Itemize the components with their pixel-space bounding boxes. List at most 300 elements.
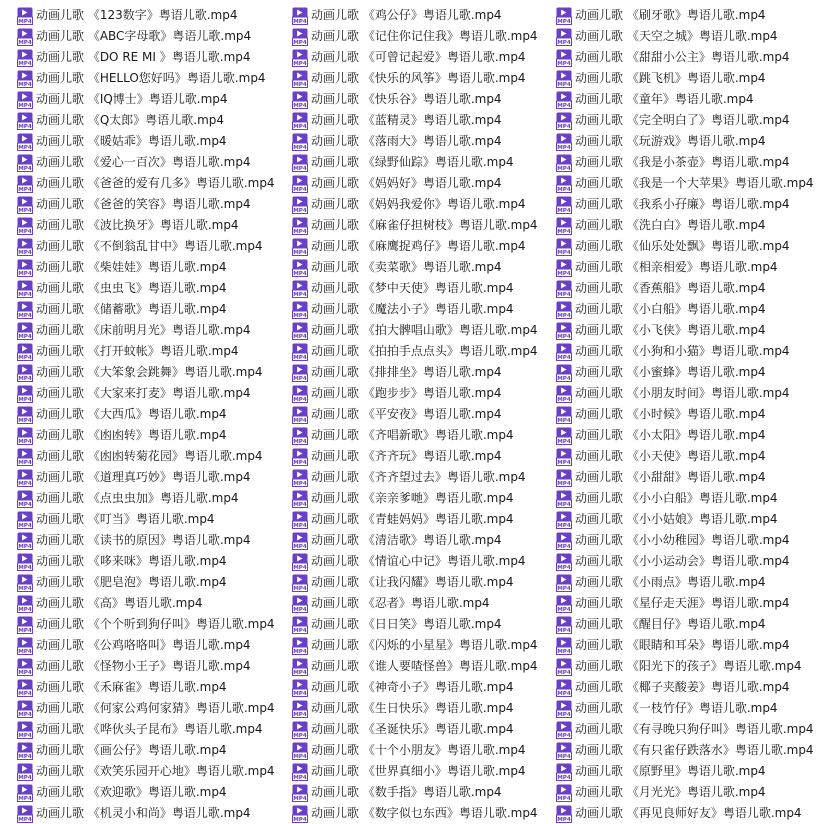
mp4-video-icon: [556, 70, 572, 88]
svg-text:MP4: MP4: [557, 480, 571, 487]
file-item[interactable]: [292, 719, 514, 740]
file-item[interactable]: [17, 278, 227, 299]
file-item[interactable]: [17, 593, 203, 614]
file-name: 动画儿歌 《跑步步》粤语儿歌.mp4: [311, 386, 502, 400]
svg-text:MP4: MP4: [557, 81, 571, 88]
svg-text:MP4: MP4: [293, 375, 307, 382]
file-item[interactable]: [17, 194, 251, 215]
file-item[interactable]: [556, 26, 778, 47]
svg-text:MP4: MP4: [18, 606, 32, 613]
file-item[interactable]: [292, 236, 526, 257]
file-name: 动画儿歌 《读书的原因》粤语儿歌.mp4: [36, 533, 251, 547]
file-item[interactable]: [556, 47, 790, 68]
file-item[interactable]: [292, 635, 538, 656]
file-name: 动画儿歌 《香蕉船》粤语儿歌.mp4: [575, 281, 766, 295]
file-name: 动画儿歌 《世界真细小》粤语儿歌.mp4: [311, 764, 526, 778]
mp4-video-icon: [17, 595, 33, 613]
file-name: 动画儿歌 《齐唱新歌》粤语儿歌.mp4: [311, 428, 514, 442]
file-item[interactable]: [17, 236, 263, 257]
file-name: 动画儿歌 《再见良师好友》粤语儿歌.mp4: [575, 806, 802, 820]
file-item[interactable]: [292, 614, 502, 635]
svg-text:MP4: MP4: [557, 627, 571, 634]
file-item[interactable]: [292, 740, 526, 761]
mp4-video-icon: [292, 658, 308, 676]
file-item[interactable]: [556, 467, 766, 488]
file-name: 动画儿歌 《道理真巧妙》粤语儿歌.mp4: [36, 470, 251, 484]
file-item[interactable]: [556, 362, 766, 383]
file-name: 动画儿歌 《仙乐处处飘》粤语儿歌.mp4: [575, 239, 790, 253]
svg-text:MP4: MP4: [557, 39, 571, 46]
mp4-video-icon: [17, 805, 33, 823]
file-item[interactable]: [556, 152, 790, 173]
file-item[interactable]: [17, 761, 275, 782]
file-name: 动画儿歌 《梦中天使》粤语儿歌.mp4: [311, 281, 514, 295]
svg-text:MP4: MP4: [293, 417, 307, 424]
svg-text:MP4: MP4: [18, 123, 32, 130]
file-item[interactable]: [17, 173, 275, 194]
svg-text:MP4: MP4: [18, 564, 32, 571]
file-name: 动画儿歌 《大笨象会跳舞》粤语儿歌.mp4: [36, 365, 263, 379]
svg-text:MP4: MP4: [557, 795, 571, 802]
mp4-video-icon: [292, 490, 308, 508]
svg-text:MP4: MP4: [293, 270, 307, 277]
file-name: 动画儿歌 《IQ博士》粤语儿歌.mp4: [36, 92, 228, 106]
file-item[interactable]: [17, 635, 251, 656]
file-name: 动画儿歌 《麻雀仔担树枝》粤语儿歌.mp4: [311, 218, 538, 232]
mp4-video-icon: [292, 784, 308, 802]
svg-text:MP4: MP4: [557, 144, 571, 151]
file-name: 动画儿歌 《玩游戏》粤语儿歌.mp4: [575, 134, 766, 148]
file-item[interactable]: [292, 278, 514, 299]
file-name: 动画儿歌 《画公仔》粤语儿歌.mp4: [36, 743, 227, 757]
file-item[interactable]: [292, 530, 502, 551]
file-item[interactable]: [292, 26, 538, 47]
svg-text:MP4: MP4: [293, 249, 307, 256]
mp4-video-icon: [17, 679, 33, 697]
file-item[interactable]: [17, 446, 263, 467]
svg-text:MP4: MP4: [18, 270, 32, 277]
file-item[interactable]: [556, 761, 766, 782]
mp4-video-icon: [17, 427, 33, 445]
file-item[interactable]: [17, 551, 227, 572]
file-item[interactable]: [17, 341, 239, 362]
svg-text:MP4: MP4: [557, 123, 571, 130]
file-name: 动画儿歌 《排排坐》粤语儿歌.mp4: [311, 365, 502, 379]
file-item[interactable]: [292, 362, 502, 383]
file-item[interactable]: [292, 467, 526, 488]
file-name: 动画儿歌 《123数字》粤语儿歌.mp4: [36, 8, 238, 22]
svg-text:MP4: MP4: [557, 501, 571, 508]
file-item[interactable]: [292, 131, 502, 152]
file-name: 动画儿歌 《原野里》粤语儿歌.mp4: [575, 764, 766, 778]
svg-text:MP4: MP4: [557, 438, 571, 445]
file-name: 动画儿歌 《数手指》粤语儿歌.mp4: [311, 785, 502, 799]
file-name: 动画儿歌 《蓝精灵》粤语儿歌.mp4: [311, 113, 502, 127]
svg-text:MP4: MP4: [557, 312, 571, 319]
file-name: 动画儿歌 《大西瓜》粤语儿歌.mp4: [36, 407, 227, 421]
file-item[interactable]: [17, 572, 227, 593]
file-name: 动画儿歌 《星仔走天涯》粤语儿歌.mp4: [575, 596, 790, 610]
file-item[interactable]: [556, 257, 778, 278]
mp4-video-icon: [292, 700, 308, 718]
file-name: 动画儿歌 《禾麻雀》粤语儿歌.mp4: [36, 680, 227, 694]
file-item[interactable]: [17, 257, 227, 278]
file-item[interactable]: [17, 719, 263, 740]
mp4-video-icon: [17, 175, 33, 193]
file-item[interactable]: [292, 803, 538, 824]
svg-text:MP4: MP4: [18, 81, 32, 88]
file-item[interactable]: [556, 572, 766, 593]
file-name: 动画儿歌 《小飞侠》粤语儿歌.mp4: [575, 323, 766, 337]
file-item[interactable]: [17, 131, 227, 152]
svg-text:MP4: MP4: [293, 60, 307, 67]
mp4-video-icon: [292, 637, 308, 655]
file-item[interactable]: [556, 614, 766, 635]
file-item[interactable]: [556, 194, 790, 215]
svg-text:MP4: MP4: [293, 732, 307, 739]
svg-text:MP4: MP4: [18, 753, 32, 760]
file-name: 动画儿歌 《小小白船》粤语儿歌.mp4: [575, 491, 778, 505]
svg-text:MP4: MP4: [293, 123, 307, 130]
mp4-video-icon: [556, 553, 572, 571]
mp4-video-icon: [556, 616, 572, 634]
file-item[interactable]: [292, 698, 514, 719]
file-name: 动画儿歌 《魔法小子》粤语儿歌.mp4: [311, 302, 514, 316]
svg-text:MP4: MP4: [557, 564, 571, 571]
file-name: 动画儿歌 《小小幼稚园》粤语儿歌.mp4: [575, 533, 790, 547]
file-name: 动画儿歌 《大家来打麦》粤语儿歌.mp4: [36, 386, 251, 400]
file-item[interactable]: [17, 509, 215, 530]
file-item[interactable]: [17, 782, 227, 803]
mp4-video-icon: [17, 469, 33, 487]
file-name: 动画儿歌 《HELLO您好吗》粤语儿歌.mp4: [36, 71, 266, 85]
svg-text:MP4: MP4: [18, 39, 32, 46]
svg-text:MP4: MP4: [18, 459, 32, 466]
mp4-video-icon: [17, 490, 33, 508]
svg-text:MP4: MP4: [18, 375, 32, 382]
mp4-video-icon: [292, 616, 308, 634]
mp4-video-icon: [292, 70, 308, 88]
file-item[interactable]: [17, 614, 275, 635]
file-item[interactable]: [556, 740, 814, 761]
svg-text:MP4: MP4: [293, 144, 307, 151]
file-name: 动画儿歌 《醒目仔》粤语儿歌.mp4: [575, 617, 766, 631]
mp4-video-icon: [17, 721, 33, 739]
svg-text:MP4: MP4: [557, 396, 571, 403]
svg-text:MP4: MP4: [18, 291, 32, 298]
mp4-video-icon: [556, 343, 572, 361]
file-name: 动画儿歌 《谁人要喳怪兽》粤语儿歌.mp4: [311, 659, 538, 673]
file-name: 动画儿歌 《爸爸的爱有几多》粤语儿歌.mp4: [36, 176, 275, 190]
mp4-video-icon: [556, 805, 572, 823]
file-name: 动画儿歌 《忍者》粤语儿歌.mp4: [311, 596, 490, 610]
file-item[interactable]: [292, 341, 538, 362]
file-name: 动画儿歌 《机灵小和尚》粤语儿歌.mp4: [36, 806, 251, 820]
file-name: 动画儿歌 《情谊心中记》粤语儿歌.mp4: [311, 554, 526, 568]
file-item[interactable]: [556, 383, 790, 404]
file-item[interactable]: [292, 677, 514, 698]
file-name: 动画儿歌 《洗白白》粤语儿歌.mp4: [575, 218, 766, 232]
file-item[interactable]: [556, 131, 766, 152]
file-item[interactable]: [17, 677, 227, 698]
file-item[interactable]: [17, 698, 275, 719]
file-item[interactable]: [556, 656, 802, 677]
file-name: 动画儿歌 《床前明月光》粤语儿歌.mp4: [36, 323, 251, 337]
file-item[interactable]: [292, 257, 502, 278]
file-item[interactable]: [556, 425, 766, 446]
svg-text:MP4: MP4: [293, 501, 307, 508]
svg-text:MP4: MP4: [18, 396, 32, 403]
file-item[interactable]: [556, 488, 778, 509]
mp4-video-icon: [292, 322, 308, 340]
file-item[interactable]: [17, 89, 228, 110]
file-name: 动画儿歌 《卖菜歌》粤语儿歌.mp4: [311, 260, 502, 274]
file-item[interactable]: [292, 782, 502, 803]
mp4-video-icon: [17, 28, 33, 46]
mp4-video-icon: [17, 658, 33, 676]
svg-text:MP4: MP4: [557, 375, 571, 382]
mp4-video-icon: [556, 7, 572, 25]
file-item[interactable]: [17, 740, 227, 761]
svg-text:MP4: MP4: [293, 18, 307, 25]
file-name: 动画儿歌 《让我闪耀》粤语儿歌.mp4: [311, 575, 514, 589]
file-name: 动画儿歌 《完全明白了》粤语儿歌.mp4: [575, 113, 790, 127]
svg-text:MP4: MP4: [557, 186, 571, 193]
file-item[interactable]: [292, 299, 514, 320]
file-item[interactable]: [17, 362, 263, 383]
file-item[interactable]: [292, 593, 490, 614]
file-item[interactable]: [556, 719, 814, 740]
svg-text:MP4: MP4: [293, 669, 307, 676]
file-name: 动画儿歌 《一枝竹仔》粤语儿歌.mp4: [575, 701, 778, 715]
file-item[interactable]: [556, 89, 754, 110]
mp4-video-icon: [556, 511, 572, 529]
file-item[interactable]: [292, 446, 502, 467]
mp4-video-icon: [17, 91, 33, 109]
file-item[interactable]: [556, 320, 766, 341]
svg-text:MP4: MP4: [557, 102, 571, 109]
file-item[interactable]: [556, 551, 790, 572]
mp4-video-icon: [556, 784, 572, 802]
file-item[interactable]: [556, 236, 790, 257]
mp4-video-icon: [17, 448, 33, 466]
file-item[interactable]: [556, 698, 778, 719]
mp4-video-icon: [292, 175, 308, 193]
svg-text:MP4: MP4: [557, 228, 571, 235]
mp4-video-icon: [292, 511, 308, 529]
mp4-video-icon: [292, 469, 308, 487]
mp4-video-icon: [292, 595, 308, 613]
file-name: 动画儿歌 《个个听到狗仔叫》粤语儿歌.mp4: [36, 617, 275, 631]
mp4-video-icon: [556, 91, 572, 109]
mp4-video-icon: [17, 364, 33, 382]
file-item[interactable]: [17, 152, 251, 173]
file-item[interactable]: [292, 68, 526, 89]
svg-text:MP4: MP4: [557, 711, 571, 718]
mp4-video-icon: [292, 532, 308, 550]
svg-text:MP4: MP4: [293, 207, 307, 214]
file-item[interactable]: [17, 404, 227, 425]
file-name: 动画儿歌 《可曾记起爱》粤语儿歌.mp4: [311, 50, 526, 64]
file-item[interactable]: [556, 215, 766, 236]
file-name: 动画儿歌 《妈妈好》粤语儿歌.mp4: [311, 176, 502, 190]
svg-text:MP4: MP4: [293, 543, 307, 550]
file-name: 动画儿歌 《平安夜》粤语儿歌.mp4: [311, 407, 502, 421]
file-name: 动画儿歌 《小天使》粤语儿歌.mp4: [575, 449, 766, 463]
file-name: 动画儿歌 《妈妈我爱你》粤语儿歌.mp4: [311, 197, 526, 211]
file-item[interactable]: [292, 761, 526, 782]
file-item[interactable]: [292, 425, 514, 446]
mp4-video-icon: [556, 532, 572, 550]
file-name: 动画儿歌 《Q太郎》粤语儿歌.mp4: [36, 113, 225, 127]
svg-text:MP4: MP4: [18, 480, 32, 487]
file-name: 动画儿歌 《齐齐望过去》粤语儿歌.mp4: [311, 470, 526, 484]
svg-text:MP4: MP4: [293, 606, 307, 613]
file-item[interactable]: [17, 803, 251, 824]
file-item[interactable]: [17, 467, 251, 488]
file-name: 动画儿歌 《刷牙歌》粤语儿歌.mp4: [575, 8, 766, 22]
file-item[interactable]: [292, 215, 538, 236]
file-item[interactable]: [17, 5, 237, 26]
file-item[interactable]: [17, 26, 251, 47]
file-item[interactable]: [556, 299, 766, 320]
file-item[interactable]: [17, 488, 239, 509]
file-name: 动画儿歌 《神奇小子》粤语儿歌.mp4: [311, 680, 514, 694]
svg-text:MP4: MP4: [293, 564, 307, 571]
file-item[interactable]: [556, 5, 766, 26]
svg-text:MP4: MP4: [18, 585, 32, 592]
svg-text:MP4: MP4: [18, 438, 32, 445]
file-item[interactable]: [556, 677, 790, 698]
file-item[interactable]: [556, 173, 814, 194]
mp4-video-icon: [292, 448, 308, 466]
file-name: 动画儿歌 《我是小茶壶》粤语儿歌.mp4: [575, 155, 790, 169]
file-name: 动画儿歌 《数字似乜东西》粤语儿歌.mp4: [311, 806, 538, 820]
mp4-video-icon: [556, 364, 572, 382]
file-item[interactable]: [17, 215, 239, 236]
file-item[interactable]: [17, 68, 266, 89]
file-item[interactable]: [17, 299, 227, 320]
mp4-video-icon: [556, 154, 572, 172]
mp4-video-icon: [556, 658, 572, 676]
svg-text:MP4: MP4: [293, 396, 307, 403]
mp4-video-icon: [556, 259, 572, 277]
file-item[interactable]: [556, 782, 766, 803]
file-item[interactable]: [556, 530, 790, 551]
mp4-video-icon: [556, 763, 572, 781]
file-item[interactable]: [556, 509, 778, 530]
svg-text:MP4: MP4: [18, 102, 32, 109]
file-item[interactable]: [17, 656, 251, 677]
file-name: 动画儿歌 《鸡公仔》粤语儿歌.mp4: [311, 8, 502, 22]
file-name: 动画儿歌 《童年》粤语儿歌.mp4: [575, 92, 754, 106]
file-item[interactable]: [556, 404, 766, 425]
file-item[interactable]: [292, 572, 514, 593]
mp4-video-icon: [556, 700, 572, 718]
file-name: 动画儿歌 《绿野仙踪》粤语儿歌.mp4: [311, 155, 514, 169]
file-name: 动画儿歌 《哗伙头子昆布》粤语儿歌.mp4: [36, 722, 263, 736]
file-item[interactable]: [292, 488, 514, 509]
mp4-video-icon: [292, 385, 308, 403]
mp4-video-icon: [17, 574, 33, 592]
mp4-video-icon: [292, 427, 308, 445]
svg-text:MP4: MP4: [557, 816, 571, 823]
file-item[interactable]: [292, 173, 502, 194]
mp4-video-icon: [17, 553, 33, 571]
file-item[interactable]: [292, 5, 502, 26]
mp4-video-icon: [292, 7, 308, 25]
mp4-video-icon: [556, 637, 572, 655]
mp4-video-icon: [556, 238, 572, 256]
file-item[interactable]: [556, 803, 802, 824]
svg-text:MP4: MP4: [557, 165, 571, 172]
file-name: 动画儿歌 《齐齐玩》粤语儿歌.mp4: [311, 449, 502, 463]
file-item[interactable]: [292, 509, 514, 530]
file-name: 动画儿歌 《相亲相爱》粤语儿歌.mp4: [575, 260, 778, 274]
file-name: 动画儿歌 《小时候》粤语儿歌.mp4: [575, 407, 766, 421]
file-item[interactable]: [556, 593, 790, 614]
mp4-video-icon: [556, 196, 572, 214]
file-item[interactable]: [556, 68, 766, 89]
mp4-video-icon: [17, 322, 33, 340]
mp4-video-icon: [292, 763, 308, 781]
svg-text:MP4: MP4: [293, 627, 307, 634]
file-item[interactable]: [292, 110, 502, 131]
file-item[interactable]: [17, 530, 251, 551]
file-name: 动画儿歌 《哆来咪》粤语儿歌.mp4: [36, 554, 227, 568]
file-item[interactable]: [292, 89, 502, 110]
file-name: 动画儿歌 《小甜甜》粤语儿歌.mp4: [575, 470, 766, 484]
svg-text:MP4: MP4: [293, 648, 307, 655]
svg-text:MP4: MP4: [293, 228, 307, 235]
mp4-video-icon: [556, 385, 572, 403]
file-item[interactable]: [556, 446, 766, 467]
file-item[interactable]: [556, 278, 766, 299]
mp4-video-icon: [292, 301, 308, 319]
file-name: 动画儿歌 《十个小朋友》粤语儿歌.mp4: [311, 743, 526, 757]
svg-text:MP4: MP4: [18, 627, 32, 634]
file-item[interactable]: [292, 47, 526, 68]
file-item[interactable]: [292, 383, 502, 404]
file-name: 动画儿歌 《亲亲爹哋》粤语儿歌.mp4: [311, 491, 514, 505]
file-item[interactable]: [292, 152, 514, 173]
file-item[interactable]: [17, 425, 227, 446]
file-item[interactable]: [556, 341, 790, 362]
mp4-video-icon: [17, 343, 33, 361]
mp4-video-icon: [17, 301, 33, 319]
mp4-video-icon: [17, 133, 33, 151]
file-item[interactable]: [292, 320, 538, 341]
svg-text:MP4: MP4: [557, 333, 571, 340]
file-item[interactable]: [292, 656, 538, 677]
file-item[interactable]: [556, 110, 790, 131]
file-name: 动画儿歌 《月光光》粤语儿歌.mp4: [575, 785, 766, 799]
file-item[interactable]: [17, 383, 251, 404]
file-item[interactable]: [292, 404, 502, 425]
file-item[interactable]: [292, 551, 526, 572]
file-item[interactable]: [17, 110, 224, 131]
file-name: 动画儿歌 《高》粤语儿歌.mp4: [36, 596, 203, 610]
file-name: 动画儿歌 《叮当》粤语儿歌.mp4: [36, 512, 215, 526]
file-name: 动画儿歌 《小朋友时间》粤语儿歌.mp4: [575, 386, 790, 400]
file-item[interactable]: [292, 194, 526, 215]
mp4-video-icon: [17, 259, 33, 277]
file-item[interactable]: [17, 47, 251, 68]
file-item[interactable]: [17, 320, 251, 341]
file-item[interactable]: [556, 635, 790, 656]
svg-text:MP4: MP4: [557, 354, 571, 361]
mp4-video-icon: [556, 112, 572, 130]
